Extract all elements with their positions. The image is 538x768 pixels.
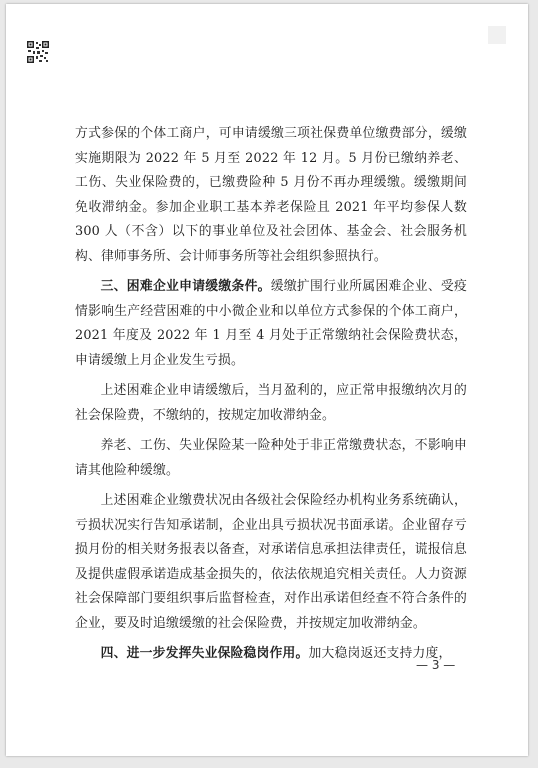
document-body [75, 122, 467, 667]
scan-mark [488, 26, 506, 44]
paragraph-1: 方式参保的个体工商户，可申请缓缴三项社保费单位缴费部分，缓缴实施期限为 2022 年 5 月至 2022 年 12 月。5 月份已缴纳养老、工伤、失业保险费的，已缴费险种 5 月份不再办理缓缴。缓缴期间免收滞纳金。参加企业职工基本养老保险且 2021 年平均参保人数 300 人（不含）以下的事业单位及社会团体、基金会、社会服务机构、律师事务所、会计师事务所等社会组织参照执行。 [75, 126, 467, 264]
section-3-text: 缓缴扩围行业所属困难企业、受疫情影响生产经营困难的中小微企业和以单位方式参保的个体工商户，2021 年度及 2022 年 1 月至 4 月处于正常缴纳社会保险费状态，申请缓缴上月企业发生亏损。 [75, 279, 467, 368]
paragraph-5: 上述困难企业缴费状况由各级社会保险经办机构业务系统确认，亏损状况实行告知承诺制，企业出具亏损状况书面承诺。企业留存亏损月份的相关财务报表以备查，对承诺信息承担法律责任，谎报信息及提供虚假承诺造成基金损失的，依法依规追究相关责任。人力资源社会保障部门要组织事后监督检查，对作出承诺但经查不符合条件的企业，要及时追缴缓缴的社会保险费，并按规定加收滞纳金。 [75, 493, 467, 631]
paragraph-3: 上述困难企业申请缓缴后，当月盈利的，应正常申报缴纳次月的社会保险费，不缴纳的，按规定加收滞纳金。 [75, 383, 467, 423]
section-3 [75, 275, 467, 373]
section-4 [75, 642, 467, 667]
section-4-heading: 四、进一步发挥失业保险稳岗作用。 [100, 646, 309, 661]
paragraph-4: 养老、工伤、失业保险某一险种处于非正常缴费状态，不影响申请其他险种缓缴。 [75, 438, 467, 478]
qr-code-icon [27, 41, 49, 63]
page-number: — 3 — [416, 658, 456, 672]
section-3-heading: 三、困难企业申请缓缴条件。 [100, 279, 271, 294]
section-4-text: 加大稳岗返还支持力度， [308, 646, 452, 661]
